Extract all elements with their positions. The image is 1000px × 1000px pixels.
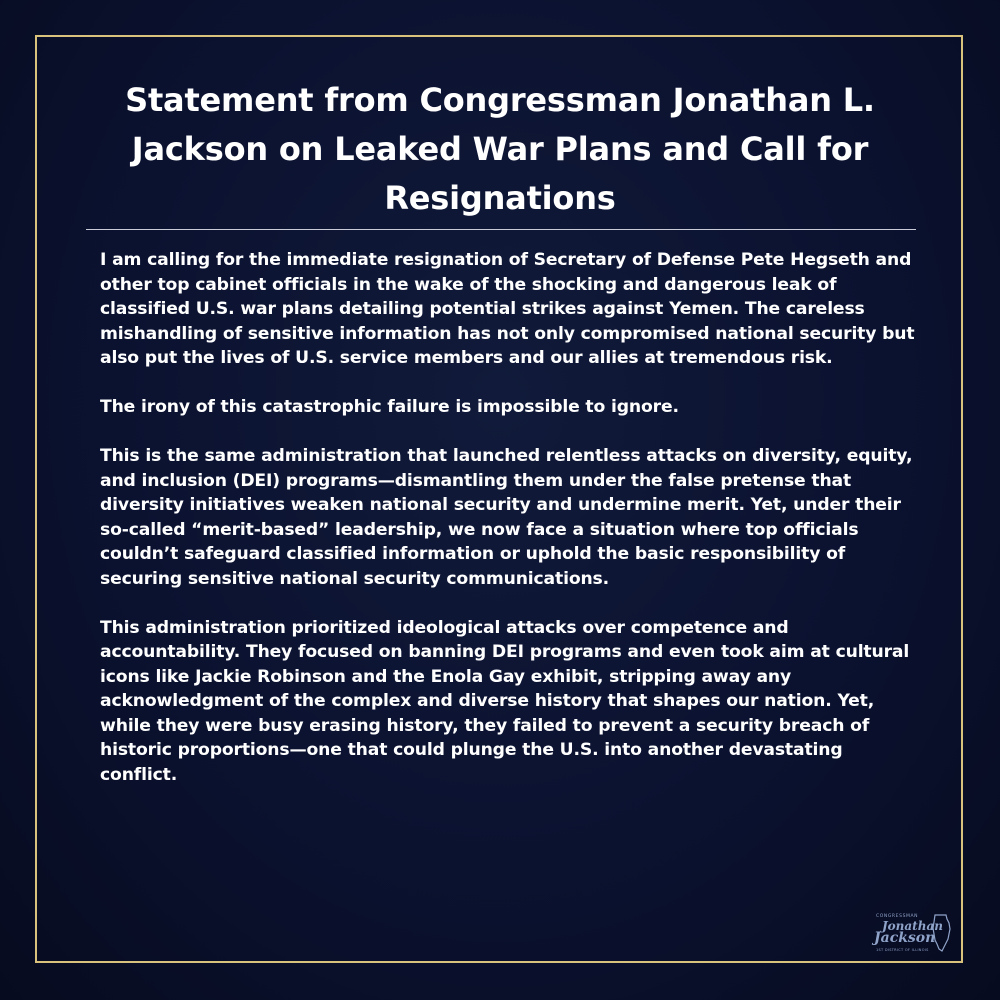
illinois-state-icon (932, 914, 952, 952)
logo-bottom-text: 1ST DISTRICT OF ILLINOIS (876, 948, 929, 952)
paragraph-dei-attacks: This is the same administration that launched relentless attacks on diversity, equity, and inclusion (DEI) programs—dismantling them under the false pretense that diversity initiatives weaken national security and undermine merit. Yet, under their so-called “merit-based” leadership, we now face a situation where top officials couldn’t safeguard classified information or uphold the basic responsibility of securing sensitive national security communications. (100, 446, 913, 589)
title-divider (86, 229, 916, 230)
paragraph-resignation-call: I am calling for the immediate resignation of Secretary of Defense Pete Hegseth and other top cabinet officials in the wake of the shocking and dangerous leak of classified U.S. war plans detailing potential strikes against Yemen. The careless mishandling of sensitive information has not only compromised national security but also put the lives of U.S. service members and our allies at tremendous risk. (100, 250, 915, 368)
logo-first-name: Jonathan (882, 919, 943, 933)
logo-last-name: Jackson (874, 930, 936, 946)
statement-title: Statement from Congressman Jonathan L. Jackson on Leaked War Plans and Call for Resignations (125, 81, 875, 217)
statement-body (100, 248, 920, 812)
logo-top-text: CONGRESSMAN (876, 914, 919, 919)
paragraph-ideological-attacks: This administration prioritized ideological attacks over competence and accountability. They focused on banning DEI programs and even took aim at cultural icons like Jackie Robinson and the Enola Gay exhibit, stripping away any acknowledgment of the complex and diverse history that shapes our nation. Yet, while they were busy erasing history, they failed to prevent a security breach of historic proportions—one that could plunge the U.S. into another devastating conflict. (100, 617, 910, 785)
congressman-logo (872, 914, 952, 956)
paragraph-irony: The irony of this catastrophic failure is impossible to ignore. (100, 397, 679, 417)
